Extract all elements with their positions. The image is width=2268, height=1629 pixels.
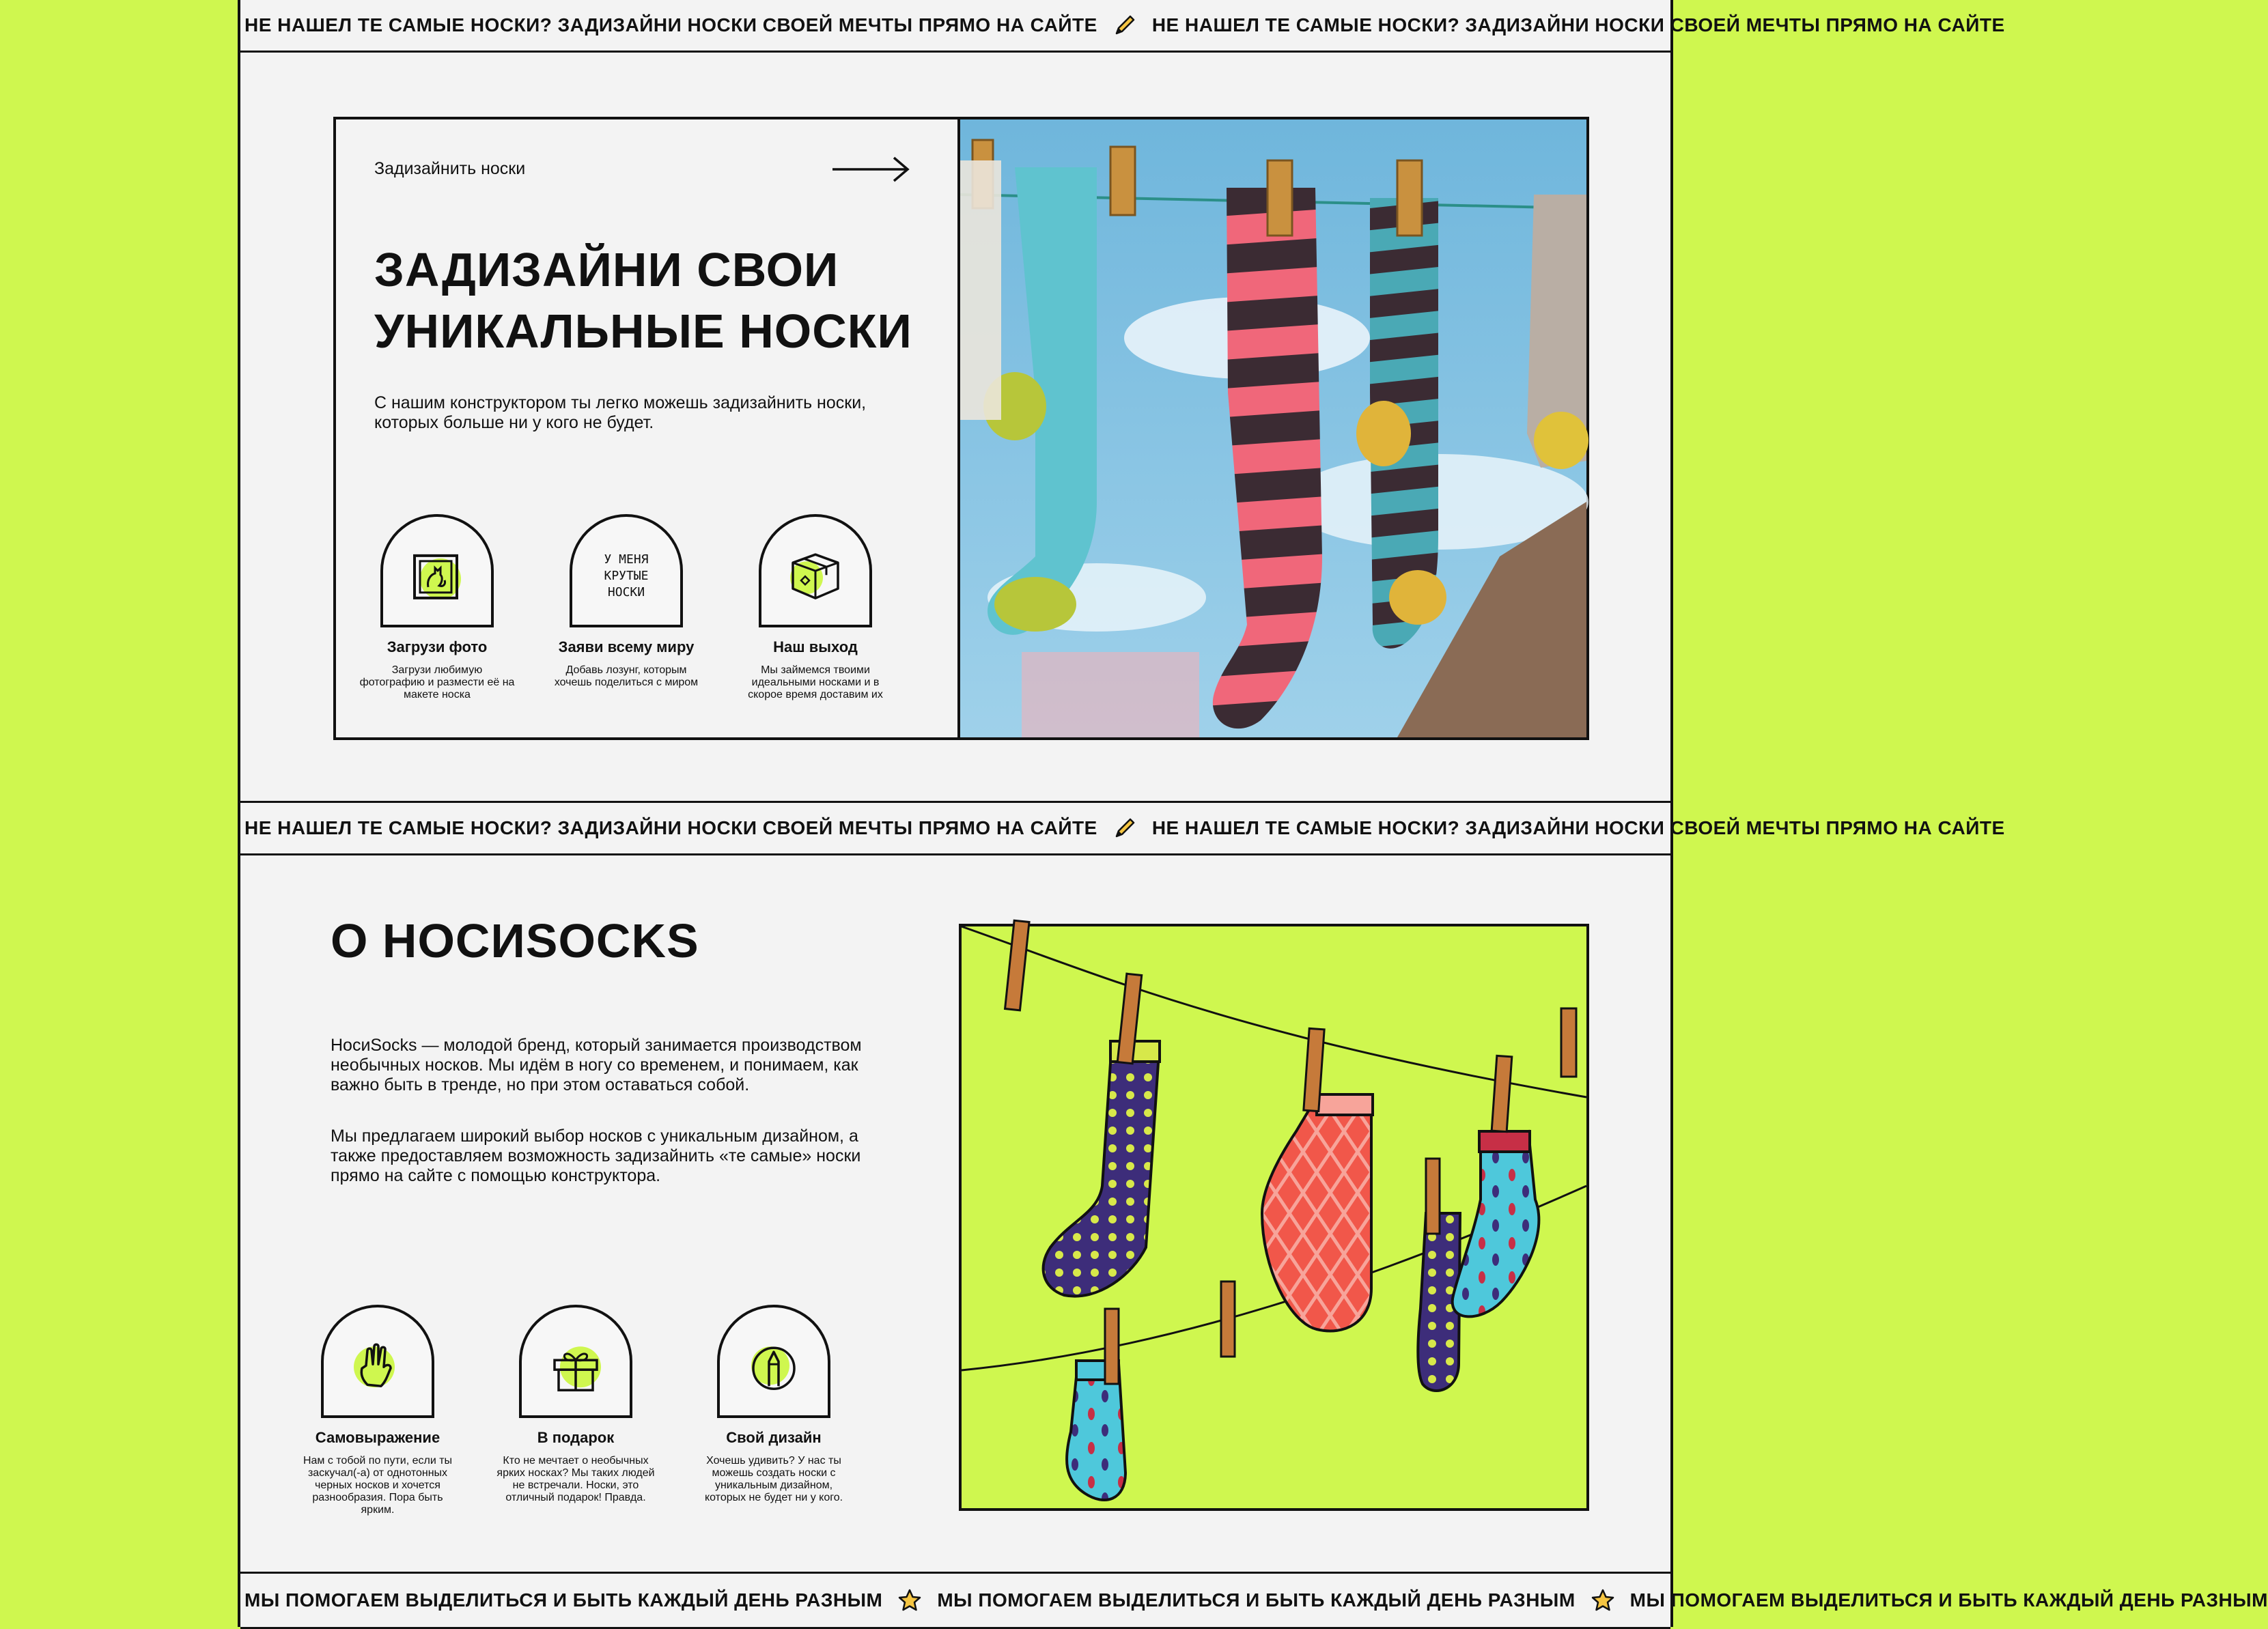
ticker-text: НЕ НАШЕЛ ТЕ САМЫЕ НОСКИ? ЗАДИЗАЙНИ НОСКИ СВОЕЙ МЕЧТЫ ПРЯМО НА САЙТЕ [244, 14, 1097, 36]
sock-zigzag [1262, 1094, 1373, 1331]
feature-desc: Хочешь удивить? У нас ты можешь создать носки с уникальным дизайном, которых не будет ни у кого. [704, 1455, 843, 1503]
feature-title: Самовыражение [315, 1429, 440, 1446]
feature-title: В подарок [537, 1429, 615, 1446]
feature-arch [380, 514, 494, 627]
feature-arch [570, 514, 683, 627]
arrow-right-icon[interactable] [831, 155, 910, 184]
feature-arch [321, 1305, 434, 1418]
ticker-text: НЕ НАШЕЛ ТЕ САМЫЕ НОСКИ? ЗАДИЗАЙНИ НОСКИ СВОЕЙ МЕЧТЫ ПРЯМО НА САЙТЕ [1151, 817, 2005, 838]
sock-leaf-1 [1453, 1131, 1539, 1316]
feature-delivery [733, 514, 897, 701]
star-icon [897, 1588, 922, 1613]
ticker-text: МЫ ПОМОГАЕМ ВЫДЕЛИТЬСЯ И БЫТЬ КАЖДЫЙ ДЕНЬ РАЗНЫМ [937, 1589, 1576, 1611]
feature-arch [759, 514, 872, 627]
ticker-bottom [240, 1572, 2268, 1629]
feature-title: Загрузи фото [387, 638, 488, 655]
hand-icon [347, 1337, 408, 1398]
feature-title: Свой дизайн [726, 1429, 822, 1446]
star-icon [1591, 1588, 1615, 1613]
ticker-text: МЫ ПОМОГАЕМ ВЫДЕЛИТЬСЯ И БЫТЬ КАЖДЫЙ ДЕНЬ РАЗНЫМ [244, 1589, 883, 1611]
socks-illustration [959, 924, 1589, 1511]
gift-icon [545, 1337, 606, 1398]
feature-desc: Мы займемся твоими идеальными носками и в скорое время доставим их [748, 664, 883, 700]
clothesline-socks-illustration [962, 926, 1586, 1508]
pencil-icon [1112, 816, 1137, 840]
about-paragraph-2: Мы предлагаем широкий выбор носков с уникальным дизайном, а также предоставляем возможность задизайнить «те самые» носки прямо на сайте с помощью конструктора. [331, 1127, 861, 1185]
ticker-middle [240, 801, 2005, 855]
feature-self-expression [296, 1305, 460, 1516]
hero-subtitle: С нашим конструктором ты легко можешь задизайнить носки, которых больше ни у кого не будет. [374, 393, 867, 432]
ticker-text: НЕ НАШЕЛ ТЕ САМЫЕ НОСКИ? ЗАДИЗАЙНИ НОСКИ СВОЕЙ МЕЧТЫ ПРЯМО НА САЙТЕ [1151, 14, 2005, 36]
feature-desc: Кто не мечтает о необычных ярких носках? Мы таких людей не встречали. Носки, это отличный подарок! Правда. [496, 1455, 655, 1503]
ticker-top [240, 0, 2005, 53]
sock-dots-1 [1044, 1041, 1160, 1297]
about-title: О НОСИSOCKS [331, 914, 699, 967]
feature-upload-photo [355, 514, 519, 701]
ticker-text: НЕ НАШЕЛ ТЕ САМЫЕ НОСКИ? ЗАДИЗАЙНИ НОСКИ СВОЕЙ МЕЧТЫ ПРЯМО НА САЙТЕ [244, 817, 1097, 838]
about-paragraph-1: НосиSocks — молодой бренд, который занимается производством необычных носков. Мы идём в ногу со временем, и понимаем, как важно быть в тренде, но при этом оставаться собой. [331, 1036, 862, 1094]
badge-text: У МЕНЯ КРУТЫЕ НОСКИ [604, 552, 649, 599]
feature-desc: Добавь лозунг, которым хочешь поделиться с миром [554, 664, 699, 688]
landing-page [238, 0, 2268, 1627]
feature-arch [717, 1305, 830, 1418]
feature-own-design [692, 1305, 856, 1504]
slogan-icon [582, 552, 671, 601]
design-socks-link[interactable]: Задизайнить носки [374, 159, 526, 178]
ticker-text: МЫ ПОМОГАЕМ ВЫДЕЛИТЬСЯ И БЫТЬ КАЖДЫЙ ДЕНЬ РАЗНЫМ [1629, 1589, 2268, 1611]
feature-desc: Нам с тобой по пути, если ты заскучал(-а) от однотонных черных носков и хочется разнообразия. Пора быть ярким. [303, 1455, 453, 1516]
socks-photo [960, 119, 1586, 737]
hero-card [333, 117, 1589, 740]
pencil-icon [1112, 13, 1137, 38]
feature-slogan [544, 514, 708, 689]
feature-arch [519, 1305, 632, 1418]
feature-gift [494, 1305, 658, 1504]
pencil-circle-icon [743, 1337, 804, 1398]
hero-text-panel [336, 119, 960, 737]
feature-title: Заяви всему миру [558, 638, 695, 655]
feature-title: Наш выход [773, 638, 858, 655]
hero-photo-socks-on-clothesline [960, 119, 1586, 737]
feature-desc: Загрузи любимую фотографию и размести её на макете носка [359, 664, 515, 700]
box-icon [785, 546, 846, 608]
cat-photo-icon [408, 548, 466, 606]
hero-title: ЗАДИЗАЙНИ СВОИ УНИКАЛЬНЫЕ НОСКИ [374, 243, 912, 358]
